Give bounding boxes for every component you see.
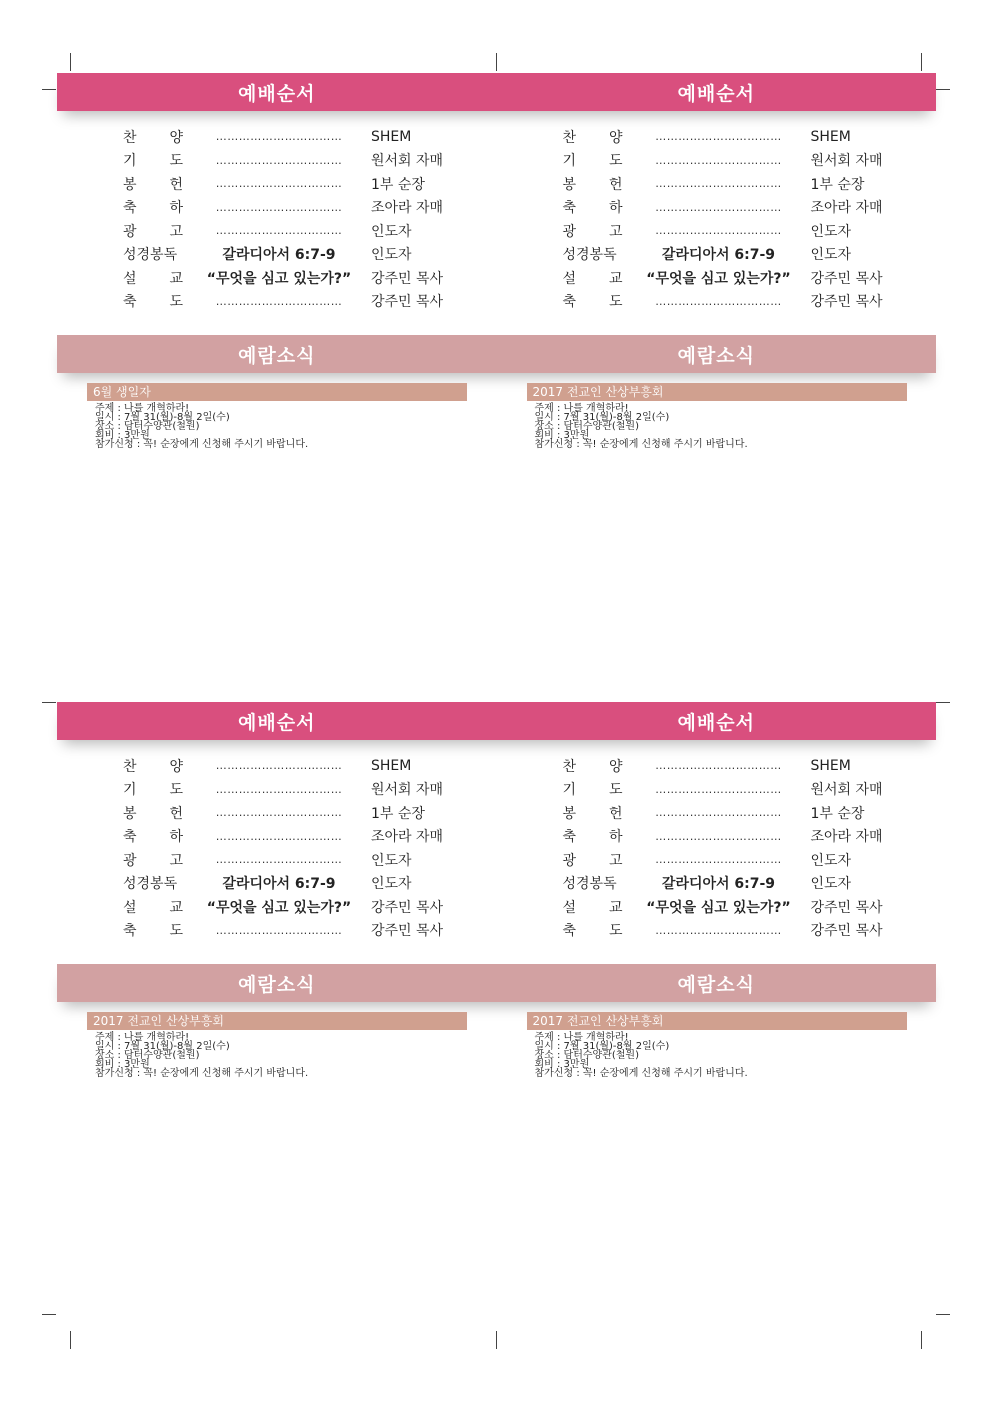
order-label: 설 교	[562, 270, 623, 287]
crop-mark	[42, 89, 56, 90]
order-person: SHEM	[371, 128, 412, 145]
order-label: 광 고	[562, 223, 623, 240]
worship-order-title: 예배순서	[238, 711, 316, 734]
order-detail: “무엇을 심고 있는가?”	[206, 270, 352, 287]
order-person: 조아라 자매	[810, 829, 883, 846]
order-row	[497, 801, 937, 825]
order-label: 찬 양	[123, 129, 183, 146]
news-line: 일시 : 7월 31(월)-8월 2일(수)	[534, 412, 670, 423]
order-person: 인도자	[810, 247, 852, 264]
order-row	[497, 895, 937, 919]
order-label: 성경봉독	[123, 876, 178, 893]
news-section	[497, 373, 937, 449]
dotted-leader: ……………………………	[655, 923, 782, 937]
order-row	[497, 848, 937, 872]
order-label: 기 도	[562, 153, 623, 170]
dotted-leader: ……………………………	[215, 782, 343, 796]
order-label: 설 교	[123, 270, 183, 287]
order-label: 봉 헌	[123, 805, 183, 822]
dotted-leader: ……………………………	[655, 782, 782, 796]
order-person: 원서회 자매	[371, 153, 444, 170]
news-details	[95, 1033, 497, 1078]
news-details	[535, 1033, 937, 1078]
order-label: 찬 양	[562, 758, 623, 775]
order-person: 인도자	[371, 852, 412, 869]
dotted-leader: ……………………………	[215, 829, 343, 843]
dotted-leader: ……………………………	[655, 829, 782, 843]
order-label: 축 도	[562, 294, 623, 311]
order-detail: “무엇을 심고 있는가?”	[646, 899, 791, 916]
order-row	[497, 290, 937, 314]
dotted-leader: ……………………………	[215, 923, 343, 937]
order-label: 축 도	[123, 923, 183, 940]
crop-mark	[496, 53, 497, 71]
bulletin-sheet	[57, 73, 936, 449]
news-line: 일시 : 7월 31(월)-8월 2일(수)	[534, 1041, 670, 1052]
bulletin-sheet	[57, 702, 936, 1078]
order-detail: 갈라디아서 6:7-9	[222, 876, 336, 893]
order-person: 1부 순장	[810, 176, 865, 193]
order-row	[497, 125, 937, 149]
order-row	[497, 196, 937, 220]
dotted-leader: ……………………………	[215, 224, 343, 238]
worship-order-list	[57, 111, 497, 335]
news-line: 일시 : 7월 31(월)-8월 2일(수)	[95, 412, 230, 423]
dotted-leader: ……………………………	[215, 294, 343, 308]
order-person: SHEM	[371, 757, 412, 774]
order-label: 봉 헌	[562, 805, 623, 822]
crop-mark	[921, 53, 922, 71]
order-row	[57, 801, 497, 825]
dotted-leader: ……………………………	[655, 853, 782, 867]
order-label: 축 하	[123, 200, 183, 217]
news-details	[95, 404, 497, 449]
order-row	[57, 290, 497, 314]
order-person: 원서회 자매	[810, 782, 883, 799]
order-person: 강주민 목사	[371, 294, 444, 311]
order-detail: 갈라디아서 6:7-9	[222, 247, 336, 264]
order-person: SHEM	[810, 757, 851, 774]
dotted-leader: ……………………………	[655, 153, 782, 167]
order-row	[57, 266, 497, 290]
worship-order-band	[57, 73, 936, 111]
dotted-leader: ……………………………	[215, 806, 343, 820]
order-person: 원서회 자매	[810, 153, 883, 170]
news-line: 참가신청 : 꼭! 순장에게 신청해 주시기 바랍니다.	[95, 1068, 309, 1079]
order-person: 인도자	[810, 852, 852, 869]
order-row	[497, 872, 937, 896]
order-person: 조아라 자매	[371, 829, 444, 846]
dotted-leader: ……………………………	[655, 759, 782, 773]
order-person: SHEM	[810, 128, 851, 145]
worship-order-list	[57, 740, 497, 964]
crop-mark	[921, 1331, 922, 1349]
crop-mark	[70, 1331, 71, 1349]
dotted-leader: ……………………………	[215, 853, 343, 867]
order-person: 1부 순장	[371, 176, 425, 193]
order-label: 봉 헌	[123, 176, 183, 193]
news-line: 장소 : 담터수양관(철원)	[95, 421, 200, 432]
order-row	[57, 172, 497, 196]
news-line: 참가신청 : 꼭! 순장에게 신청해 주시기 바랍니다.	[534, 439, 748, 450]
order-person: 강주민 목사	[371, 270, 444, 287]
order-row	[57, 825, 497, 849]
order-label: 설 교	[123, 899, 183, 916]
dotted-leader: ……………………………	[215, 177, 343, 191]
order-label: 축 하	[123, 829, 183, 846]
order-person: 1부 순장	[371, 805, 425, 822]
order-row	[497, 266, 937, 290]
news-title: 예람소식	[238, 344, 316, 367]
crop-mark	[42, 1314, 56, 1315]
news-section	[57, 1002, 497, 1078]
news-heading: 2017 전교인 산상부흥회	[527, 1012, 907, 1030]
worship-order-title: 예배순서	[677, 711, 755, 734]
order-row	[497, 149, 937, 173]
news-line: 장소 : 담터수양관(철원)	[534, 421, 639, 432]
order-row	[57, 895, 497, 919]
order-person: 조아라 자매	[371, 200, 444, 217]
order-person: 인도자	[810, 223, 852, 240]
order-label: 축 하	[562, 200, 623, 217]
dotted-leader: ……………………………	[215, 759, 343, 773]
order-label: 기 도	[123, 782, 183, 799]
order-row	[497, 172, 937, 196]
news-line: 주제 : 나를 개혁하라!	[534, 1032, 629, 1043]
order-detail: “무엇을 심고 있는가?”	[646, 270, 791, 287]
order-label: 설 교	[562, 899, 623, 916]
order-label: 광 고	[123, 852, 183, 869]
order-detail: “무엇을 심고 있는가?”	[206, 899, 352, 916]
worship-order-title: 예배순서	[677, 82, 755, 105]
news-band	[57, 964, 936, 1002]
order-row	[497, 219, 937, 243]
order-row	[497, 919, 937, 943]
order-person: 인도자	[371, 876, 412, 893]
dotted-leader: ……………………………	[655, 806, 782, 820]
dotted-leader: ……………………………	[215, 130, 343, 144]
order-person: 강주민 목사	[371, 923, 444, 940]
dotted-leader: ……………………………	[215, 153, 343, 167]
order-person: 강주민 목사	[810, 923, 883, 940]
news-line: 회비 : 3만원	[95, 1059, 150, 1070]
crop-mark	[936, 1314, 950, 1315]
crop-mark	[496, 1331, 497, 1349]
worship-order-band	[57, 702, 936, 740]
order-person: 강주민 목사	[810, 899, 883, 916]
worship-order-list	[497, 111, 937, 335]
order-label: 축 도	[123, 294, 183, 311]
order-row	[57, 219, 497, 243]
order-row	[57, 848, 497, 872]
news-heading: 2017 전교인 산상부흥회	[527, 383, 907, 401]
dotted-leader: ……………………………	[655, 177, 782, 191]
dotted-leader: ……………………………	[215, 200, 343, 214]
order-label: 광 고	[562, 852, 623, 869]
news-line: 회비 : 3만원	[534, 430, 590, 441]
order-label: 찬 양	[123, 758, 183, 775]
order-row	[57, 149, 497, 173]
news-heading: 2017 전교인 산상부흥회	[87, 1012, 467, 1030]
order-row	[57, 872, 497, 896]
news-line: 주제 : 나를 개혁하라!	[95, 403, 190, 414]
news-section	[57, 373, 497, 449]
worship-order-list	[497, 740, 937, 964]
news-line: 일시 : 7월 31(월)-8월 2일(수)	[95, 1041, 230, 1052]
crop-mark	[42, 702, 56, 703]
order-person: 원서회 자매	[371, 782, 444, 799]
dotted-leader: ……………………………	[655, 294, 782, 308]
news-line: 장소 : 담터수양관(철원)	[95, 1050, 200, 1061]
news-line: 회비 : 3만원	[95, 430, 150, 441]
order-person: 인도자	[810, 876, 852, 893]
order-row	[497, 754, 937, 778]
order-row	[57, 919, 497, 943]
order-label: 성경봉독	[562, 876, 617, 893]
news-title: 예람소식	[677, 344, 755, 367]
news-line: 주제 : 나를 개혁하라!	[95, 1032, 190, 1043]
order-row	[497, 825, 937, 849]
order-row	[57, 243, 497, 267]
news-details	[535, 404, 937, 449]
crop-mark	[936, 702, 950, 703]
order-label: 찬 양	[562, 129, 623, 146]
news-title: 예람소식	[238, 973, 316, 996]
order-label: 축 도	[562, 923, 623, 940]
order-label: 축 하	[562, 829, 623, 846]
news-line: 회비 : 3만원	[534, 1059, 590, 1070]
order-row	[57, 196, 497, 220]
order-person: 강주민 목사	[810, 270, 883, 287]
news-section	[497, 1002, 937, 1078]
news-line: 주제 : 나를 개혁하라!	[534, 403, 629, 414]
order-label: 봉 헌	[562, 176, 623, 193]
order-person: 강주민 목사	[371, 899, 444, 916]
order-label: 광 고	[123, 223, 183, 240]
order-person: 강주민 목사	[810, 294, 883, 311]
crop-mark	[70, 53, 71, 71]
news-line: 참가신청 : 꼭! 순장에게 신청해 주시기 바랍니다.	[534, 1068, 748, 1079]
order-label: 기 도	[123, 153, 183, 170]
news-line: 참가신청 : 꼭! 순장에게 신청해 주시기 바랍니다.	[95, 439, 309, 450]
order-row	[497, 243, 937, 267]
order-row	[57, 778, 497, 802]
order-label: 기 도	[562, 782, 623, 799]
news-heading: 6월 생일자	[87, 383, 467, 401]
worship-order-title: 예배순서	[238, 82, 316, 105]
order-detail: 갈라디아서 6:7-9	[661, 247, 776, 264]
dotted-leader: ……………………………	[655, 200, 782, 214]
news-title: 예람소식	[677, 973, 755, 996]
dotted-leader: ……………………………	[655, 130, 782, 144]
news-band	[57, 335, 936, 373]
news-line: 장소 : 담터수양관(철원)	[534, 1050, 639, 1061]
order-person: 인도자	[371, 223, 412, 240]
order-detail: 갈라디아서 6:7-9	[661, 876, 776, 893]
order-person: 인도자	[371, 247, 412, 264]
order-label: 성경봉독	[562, 247, 617, 264]
crop-mark	[936, 89, 950, 90]
order-person: 1부 순장	[810, 805, 865, 822]
order-person: 조아라 자매	[810, 200, 883, 217]
order-label: 성경봉독	[123, 247, 178, 264]
dotted-leader: ……………………………	[655, 224, 782, 238]
order-row	[57, 754, 497, 778]
order-row	[497, 778, 937, 802]
order-row	[57, 125, 497, 149]
